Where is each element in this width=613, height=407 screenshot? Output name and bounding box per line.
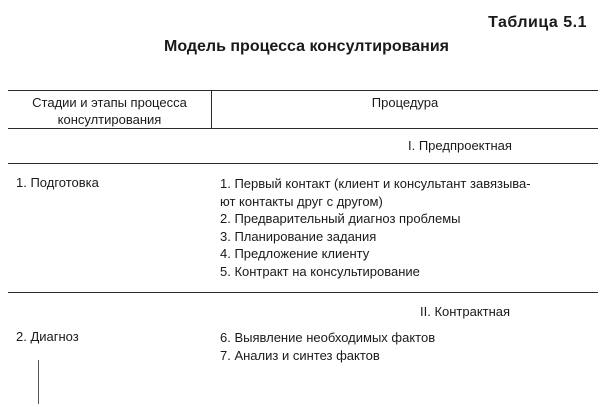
header-stages-column: Стадии и этапы процесса консултирования	[32, 95, 187, 127]
procedure-item: 5. Контракт на консультирование	[220, 263, 420, 279]
stage-preparation: 1. Подготовка	[16, 175, 99, 190]
section-label-preproject: I. Предпроектная	[408, 138, 512, 153]
section-label-contract: II. Контрактная	[420, 304, 511, 319]
procedure-item: 3. Планирование задания	[220, 228, 377, 244]
procedure-item: 6. Выявление необходимых фактов	[220, 330, 436, 345]
procedure-item: 2. Предварительный диагноз проблемы	[220, 211, 461, 226]
procedure-list-preparation	[220, 175, 531, 280]
procedure-item: ют контакты друг с другом)	[220, 193, 383, 209]
procedure-list-diagnosis	[220, 329, 435, 364]
stage-diagnosis: 2. Диагноз	[16, 329, 79, 344]
header-bottom-rule	[8, 128, 598, 129]
document-title: Модель процесса консултирования	[163, 38, 450, 55]
section-1-rule	[8, 163, 598, 164]
table-top-rule	[8, 90, 598, 91]
table-number: Таблица 5.1	[488, 14, 587, 31]
procedure-item: 4. Предложение клиенту	[220, 246, 370, 261]
scan-stray-line	[38, 360, 39, 404]
section-2-rule	[8, 292, 598, 293]
procedure-item: 7. Анализ и синтез фактов	[220, 347, 380, 363]
procedure-item: 1. Первый контакт (клиент и консультант завязыва-	[220, 176, 531, 191]
header-procedure-column: Процедура	[371, 95, 439, 110]
